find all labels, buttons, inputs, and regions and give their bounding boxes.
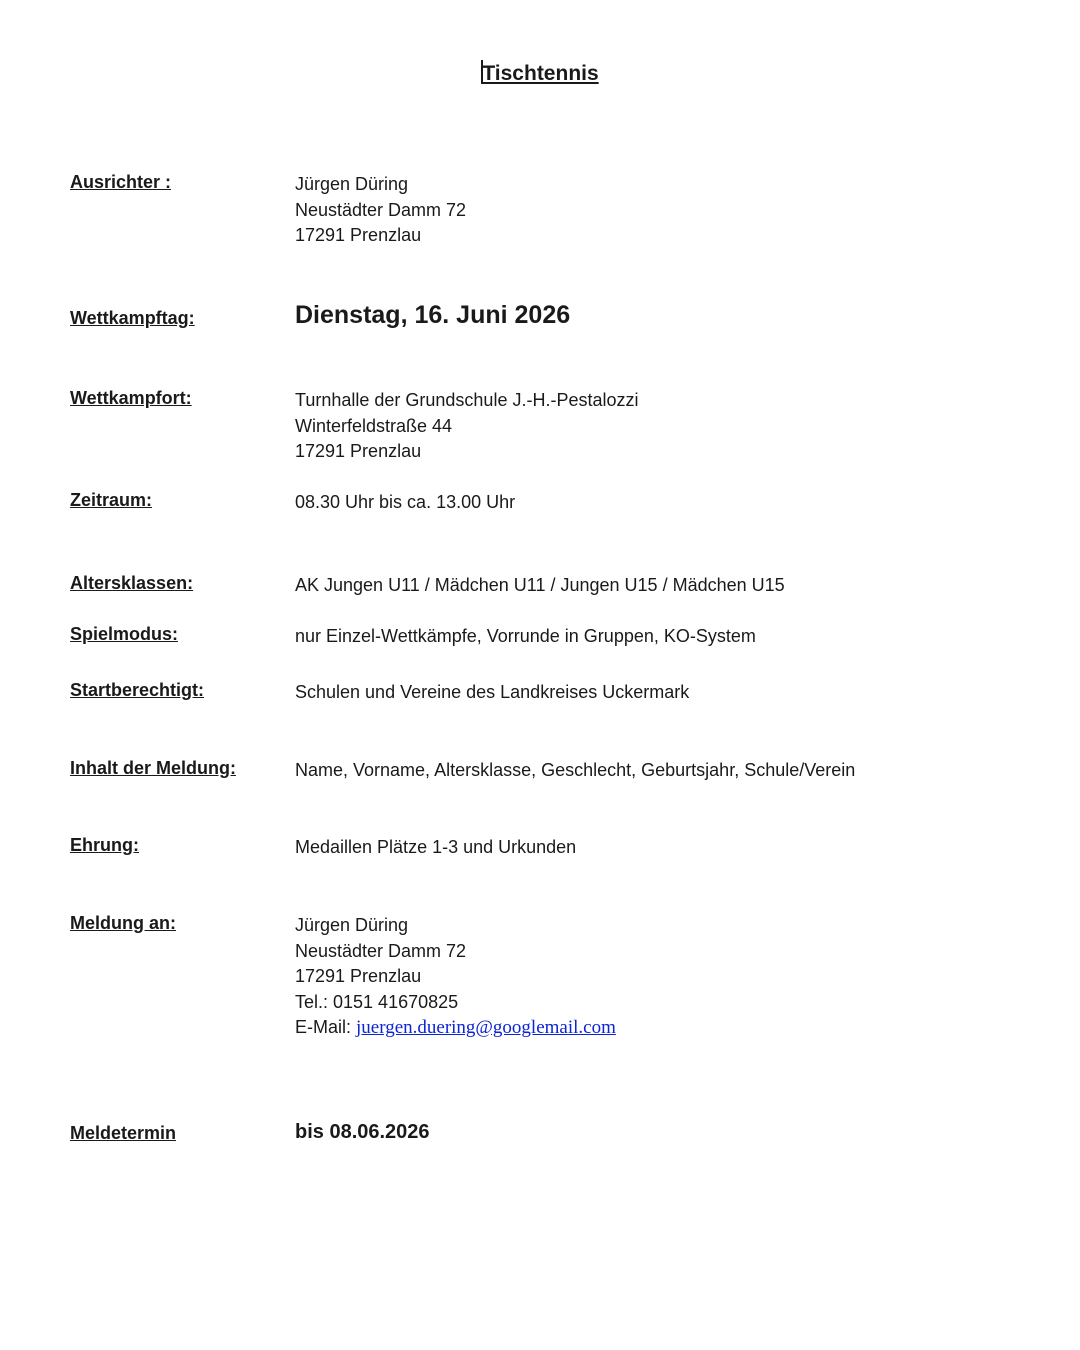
label-altersklassen: Altersklassen: — [70, 573, 194, 593]
email-line — [295, 1015, 616, 1041]
label-meldung-an: Meldung an: — [70, 913, 176, 933]
label-wettkampftag: Wettkampftag: — [70, 308, 195, 328]
email-link[interactable]: juergen.duering@googlemail.com — [356, 1017, 616, 1038]
value-ehrung: Medaillen Plätze 1-3 und Urkunden — [295, 837, 577, 857]
value-altersklassen: AK Jungen U11 / Mädchen U11 / Jungen U15 / Mädchen U15 — [295, 575, 785, 595]
label-wettkampfort: Wettkampfort: — [70, 388, 192, 408]
value-wettkampfort — [295, 388, 638, 465]
value-inhalt-der-meldung: Name, Vorname, Altersklasse, Geschlecht, Geburtsjahr, Schule/Verein — [295, 760, 856, 780]
wettkampfort-line: 17291 Prenzlau — [295, 441, 422, 461]
label-ausrichter: Ausrichter : — [70, 172, 172, 192]
ausrichter-line: Neustädter Damm 72 — [295, 199, 467, 220]
ausrichter-line: Jürgen Düring — [295, 174, 409, 194]
meldung-line: Tel.: 0151 41670825 — [295, 991, 459, 1012]
label-ehrung: Ehrung: — [70, 835, 139, 855]
document-title — [0, 60, 1080, 86]
value-wettkampftag: Dienstag, 16. Juni 2026 — [295, 301, 571, 329]
label-meldetermin: Meldetermin — [70, 1123, 177, 1143]
label-startberechtigt: Startberechtigt: — [70, 680, 205, 700]
wettkampfort-line: Turnhalle der Grundschule J.-H.-Pestalozzi — [295, 390, 639, 410]
label-spielmodus: Spielmodus: — [70, 624, 179, 644]
value-startberechtigt: Schulen und Vereine des Landkreises Uckermark — [295, 682, 690, 702]
label-zeitraum: Zeitraum: — [70, 490, 153, 510]
value-spielmodus: nur Einzel-Wettkämpfe, Vorrunde in Gruppen, KO-System — [295, 626, 756, 646]
meldung-line: Jürgen Düring — [295, 915, 409, 935]
meldung-line: Neustädter Damm 72 — [295, 940, 467, 961]
value-zeitraum: 08.30 Uhr bis ca. 13.00 Uhr — [295, 492, 516, 512]
value-meldung-an — [295, 913, 616, 1041]
email-prefix: E-Mail: — [295, 1017, 357, 1037]
title-text: Tischtennis — [482, 62, 599, 85]
label-inhalt-der-meldung: Inhalt der Meldung: — [70, 758, 236, 778]
ausrichter-line: 17291 Prenzlau — [295, 225, 422, 245]
value-meldetermin: bis 08.06.2026 — [295, 1121, 430, 1143]
value-ausrichter — [295, 172, 466, 249]
wettkampfort-line: Winterfeldstraße 44 — [295, 415, 453, 436]
meldung-line: 17291 Prenzlau — [295, 966, 422, 986]
